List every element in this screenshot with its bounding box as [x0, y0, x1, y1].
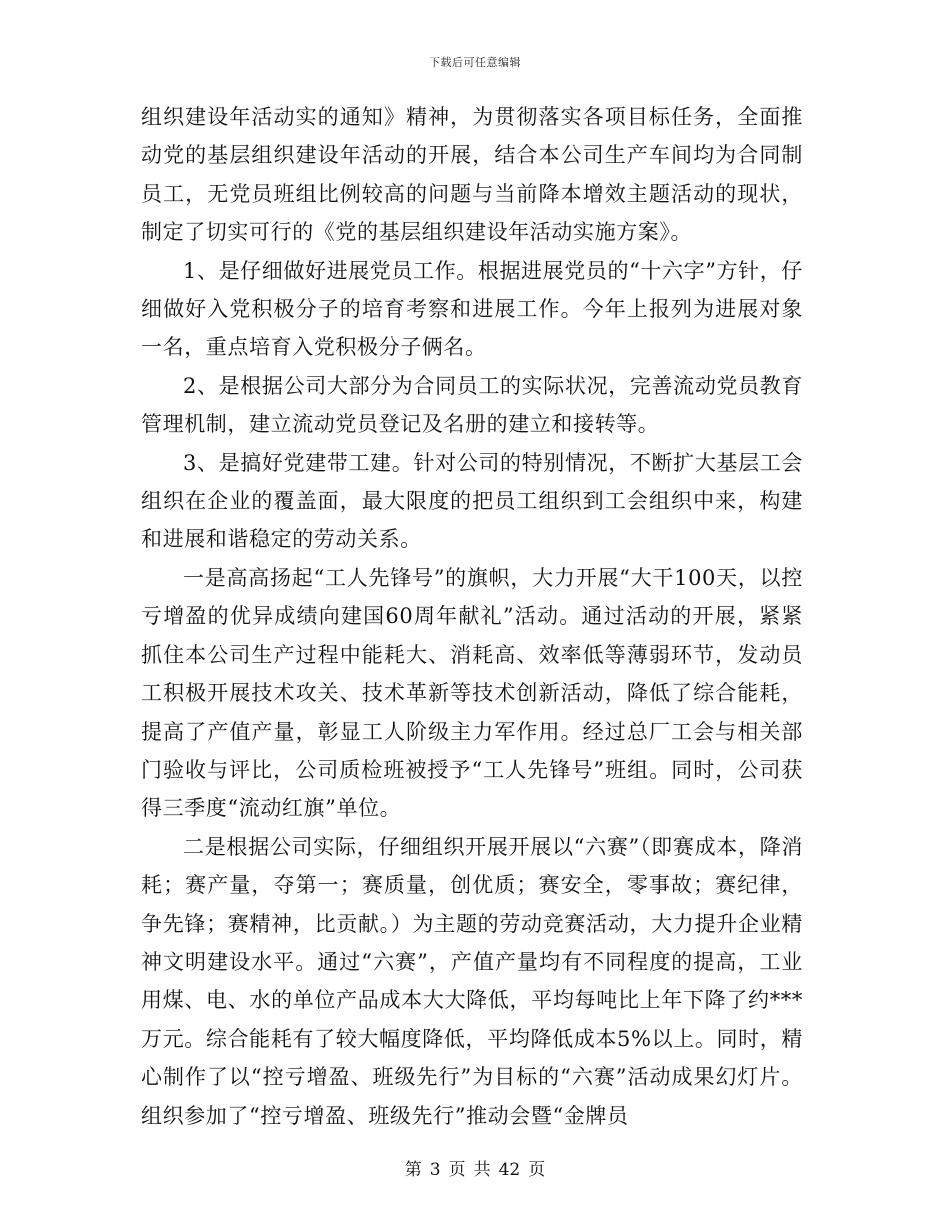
page-footer — [0, 1155, 950, 1180]
paragraph-item-2: 2、是根据公司大部分为合同员工的实际状况，完善流动党员教育管理机制，建立流动党员登记及名册的建立和接转等。 — [141, 373, 803, 437]
paragraph-item-1: 1、是仔细做好进展党员工作。根据进展党员的“十六字”方针，仔细做好入党积极分子的培育考察和进展工作。今年上报列为进展对象一名，重点培育入党积极分子俩名。 — [141, 258, 803, 360]
footer-label-unit-end: 页 — [528, 1160, 546, 1180]
document-body — [141, 98, 803, 1135]
footer-label-unit: 页 — [448, 1160, 466, 1180]
footer-current-page: 3 — [429, 1160, 441, 1180]
paragraph-item-3: 3、是搞好党建带工建。针对公司的特别情况，不断扩大基层工会组织在企业的覆盖面，最大限度的把员工组织到工会组织中来，构建和进展和谐稳定的劳动关系。 — [141, 450, 803, 552]
page-header: 下载后可任意编辑 — [429, 56, 521, 69]
footer-label-page: 第 — [404, 1160, 422, 1180]
footer-label-total: 共 — [473, 1160, 491, 1180]
paragraph-point-two: 二是根据公司实际，仔细组织开展开展以“六赛”（即赛成本，降消耗；赛产量，夺第一；赛质量，创优质；赛安全，零事故；赛纪律，争先锋；赛精神，比贡献。）为主题的劳动竞赛活动，大力提升企业精神文明建设水平。通过“六赛”，产值产量均有不同程度的提高，工业用煤、电、水的单位产品成本大大降低，平均每吨比上年下降了约***万元。综合能耗有了较大幅度降低，平均降低成本5%以上。同时，精心制作了以“控亏增盈、班级先行”为目标的“六赛”活动成果幻灯片。组织参加了“控亏增盈、班级先行”推动会暨“金牌员 — [141, 834, 803, 1128]
footer-total-pages: 42 — [498, 1160, 521, 1180]
paragraph-continued: 组织建设年活动实的通知》精神，为贯彻落实各项目标任务，全面推动党的基层组织建设年活动的开展，结合本公司生产车间均为合同制员工，无党员班组比例较高的问题与当前降本增效主题活动的现状，制定了切实可行的《党的基层组织建设年活动实施方案》。 — [141, 105, 803, 245]
paragraph-point-one: 一是高高扬起“工人先锋号”的旗帜，大力开展“大干100天，以控亏增盈的优异成绩向建国60周年献礼”活动。通过活动的开展，紧紧抓住本公司生产过程中能耗大、消耗高、效率低等薄弱环节，发动员工积极开展技术攻关、技术革新等技术创新活动，降低了综合能耗，提高了产值产量，彰显工人阶级主力军作用。经过总厂工会与相关部门验收与评比，公司质检班被授予“工人先锋号”班组。同时，公司获得三季度“流动红旗”单位。 — [141, 565, 803, 821]
